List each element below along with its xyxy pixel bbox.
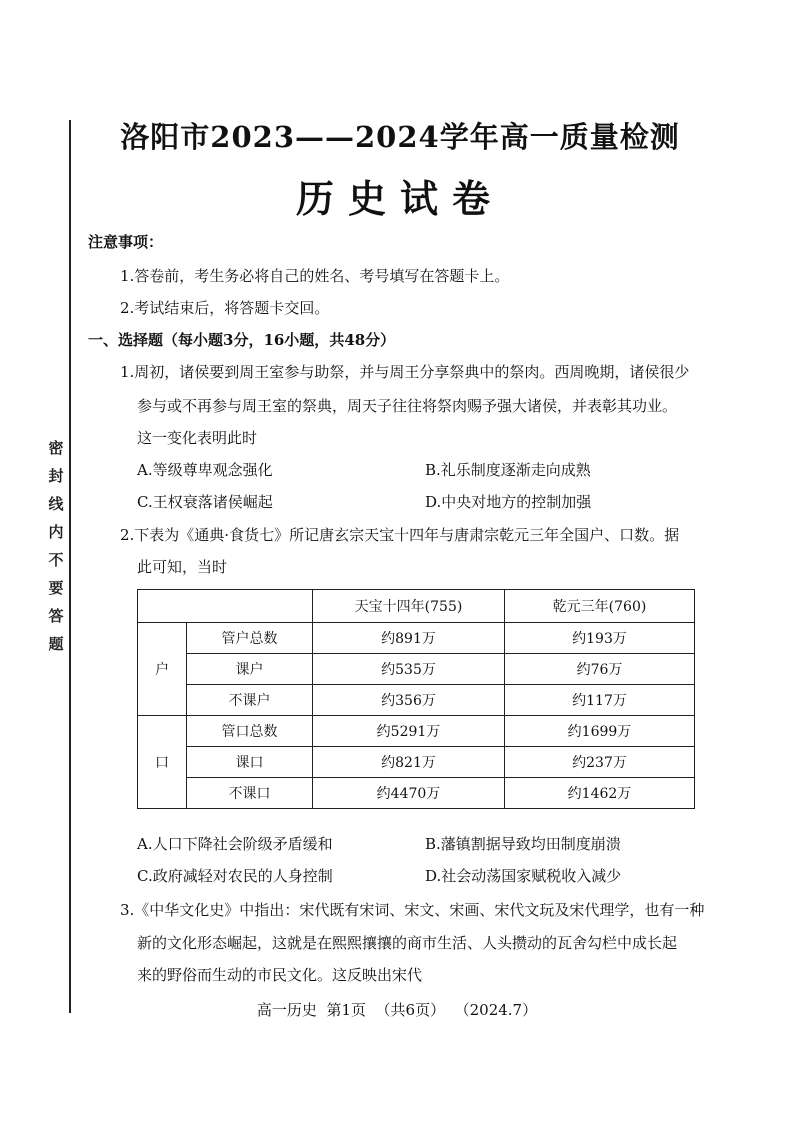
question-1-line: 1.周初，诸侯要到周王室参与助祭，并与周王分享祭典中的祭肉。西周晚期，诸侯很少 <box>120 363 690 381</box>
table-group-label: 户 <box>138 623 187 716</box>
table-row <box>138 778 695 809</box>
question-1-option-b: B.礼乐制度逐渐走向成熟 <box>425 461 591 479</box>
table-row <box>138 654 695 685</box>
table-row-label: 不课户 <box>187 685 313 716</box>
table-cell: 约356万 <box>313 685 505 716</box>
table-row-label: 课口 <box>187 747 313 778</box>
question-1-option-d: D.中央对地方的控制加强 <box>425 493 592 511</box>
margin-char: 线 <box>48 495 64 513</box>
table-col-header: 天宝十四年(755) <box>313 590 505 623</box>
table-row-label: 管户总数 <box>187 623 313 654</box>
question-2-line: 此可知，当时 <box>137 558 228 576</box>
exam-subtitle: 历史试卷 <box>295 176 504 221</box>
table-cell: 约237万 <box>505 747 695 778</box>
margin-char: 不 <box>48 551 64 569</box>
question-2-option-b: B.藩镇割据导致均田制度崩溃 <box>425 835 621 853</box>
margin-char: 封 <box>48 467 64 485</box>
table-row-label: 课户 <box>187 654 313 685</box>
notice-item: 2.考试结束后，将答题卡交回。 <box>120 299 330 317</box>
question-1-option-c: C.王权衰落诸侯崛起 <box>137 493 273 511</box>
margin-char: 密 <box>48 439 64 457</box>
margin-char: 要 <box>48 579 64 597</box>
binding-margin-note <box>48 440 64 652</box>
notice-heading: 注意事项： <box>88 233 164 251</box>
question-3-line: 新的文化形态崛起，这就是在熙熙攘攘的商市生活、人头攒动的瓦舍勾栏中成长起 <box>137 934 678 952</box>
table-cell: 约4470万 <box>313 778 505 809</box>
question-1-option-a: A.等级尊卑观念强化 <box>137 461 273 479</box>
table-corner-cell <box>138 590 313 623</box>
table-cell: 约193万 <box>505 623 695 654</box>
table-cell: 约535万 <box>313 654 505 685</box>
household-population-table <box>137 589 695 809</box>
notice-item: 1.答卷前，考生务必将自己的姓名、考号填写在答题卡上。 <box>120 267 510 285</box>
question-3-line: 3.《中华文化史》中指出：宋代既有宋词、宋文、宋画、宋代文玩及宋代理学，也有一种 <box>120 901 705 919</box>
table-col-header: 乾元三年(760) <box>505 590 695 623</box>
table-cell: 约5291万 <box>313 716 505 747</box>
question-2-line: 2.下表为《通典·食货七》所记唐玄宗天宝十四年与唐肃宗乾元三年全国户、口数。据 <box>120 526 680 544</box>
table-group-label: 口 <box>138 716 187 809</box>
margin-char: 答 <box>48 607 64 625</box>
table-row-label: 不课口 <box>187 778 313 809</box>
question-2-option-a: A.人口下降社会阶级矛盾缓和 <box>137 835 333 853</box>
section-heading: 一、选择题（每小题3分，16小题，共48分） <box>88 331 396 349</box>
table-cell: 约891万 <box>313 623 505 654</box>
question-1-line: 这一变化表明此时 <box>137 429 258 447</box>
binding-margin-line <box>69 120 71 1013</box>
table-row <box>138 685 695 716</box>
question-3-line: 来的野俗而生动的市民文化。这反映出宋代 <box>137 966 423 984</box>
page-footer: 高一历史 第1页 （共6页） （2024.7） <box>256 1001 538 1019</box>
table-cell: 约1699万 <box>505 716 695 747</box>
table-header-row <box>138 590 695 623</box>
table-row <box>138 623 695 654</box>
table-cell: 约821万 <box>313 747 505 778</box>
question-2-option-d: D.社会动荡国家赋税收入减少 <box>425 867 622 885</box>
table-cell: 约1462万 <box>505 778 695 809</box>
table-row <box>138 716 695 747</box>
table-row <box>138 747 695 778</box>
question-1-line: 参与或不再参与周王室的祭典，周天子往往将祭肉赐予强大诸侯，并表彰其功业。 <box>137 397 678 415</box>
table-cell: 约117万 <box>505 685 695 716</box>
table-row-label: 管口总数 <box>187 716 313 747</box>
margin-char: 题 <box>48 635 64 653</box>
exam-title: 洛阳市2023——2024学年高一质量检测 <box>120 120 680 154</box>
table-cell: 约76万 <box>505 654 695 685</box>
margin-char: 内 <box>48 523 64 541</box>
question-2-option-c: C.政府减轻对农民的人身控制 <box>137 867 333 885</box>
